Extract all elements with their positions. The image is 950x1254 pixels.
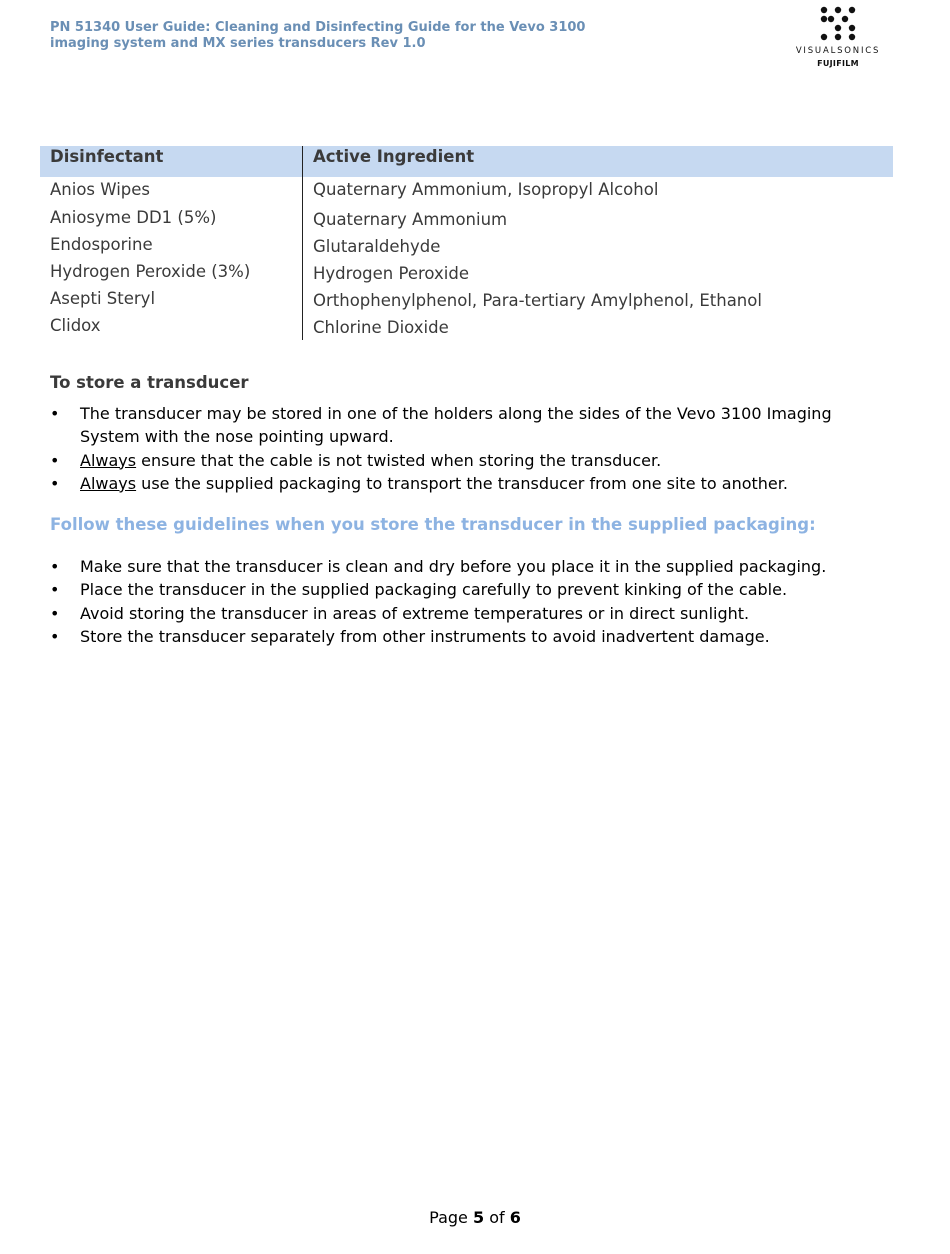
list-item — [50, 578, 880, 601]
list-item-text: ensure that the cable is not twisted when storing the transducer. — [136, 450, 662, 470]
list-item-emphasis: Always — [80, 450, 137, 470]
visualsonics-logo — [788, 6, 888, 72]
list-item — [50, 402, 880, 449]
list-item-emphasis: Always — [80, 473, 137, 493]
ingredient-cell: Quaternary Ammonium, Isopropyl Alcohol — [313, 180, 659, 199]
table-row — [40, 205, 893, 232]
disinfectant-cell: Hydrogen Peroxide (3%) — [40, 259, 303, 286]
current-page-number: 5 — [472, 1208, 485, 1227]
bullet-icon: • — [50, 473, 60, 493]
table-row — [40, 313, 893, 340]
ingredient-cell: Orthophenylphenol, Para-tertiary Amylphenol, Ethanol — [313, 291, 762, 310]
disinfectant-cell: Aniosyme DD1 (5%) — [40, 205, 303, 232]
list-item — [50, 472, 880, 495]
disinfectant-cell: Anios Wipes — [40, 177, 303, 205]
store-transducer-heading: To store a transducer — [50, 373, 249, 392]
bullet-icon: • — [50, 557, 60, 576]
header-title-line-1: PN 51340 User Guide: Cleaning and Disinfecting Guide for the Vevo 3100 — [50, 20, 586, 35]
list-item-text: use the supplied packaging to transport the transducer from one site to another. — [136, 473, 788, 493]
disinfectant-table — [40, 146, 893, 340]
list-item — [50, 555, 880, 578]
list-item-text: Avoid storing the transducer in areas of extreme temperatures or in direct sunlight. — [80, 603, 750, 623]
total-pages-number: 6 — [509, 1208, 521, 1227]
bullet-icon: • — [50, 580, 60, 600]
bullet-icon: • — [50, 450, 60, 470]
list-item-text: Store the transducer separately from other instruments to avoid inadvertent damage. — [80, 626, 770, 646]
packaging-guidelines-heading: Follow these guidelines when you store the transducer in the supplied packaging: — [50, 515, 816, 534]
ingredient-cell: Hydrogen Peroxide — [313, 264, 469, 283]
column-header-active-ingredient: Active Ingredient — [303, 146, 894, 177]
list-item-text: Place the transducer in the supplied packaging carefully to prevent kinking of the cable. — [80, 580, 788, 600]
bullet-icon: • — [50, 626, 60, 646]
bullet-icon: • — [50, 404, 60, 423]
ingredient-cell: Glutaraldehyde — [313, 237, 441, 256]
bullet-icon: • — [50, 603, 60, 623]
list-item-text: Make sure that the transducer is clean and dry before you place it in the supplied packaging. — [80, 557, 827, 576]
table-row — [40, 286, 893, 313]
page-footer — [0, 1208, 950, 1227]
column-header-disinfectant: Disinfectant — [40, 146, 303, 177]
list-item — [50, 602, 880, 625]
table-row — [40, 177, 893, 205]
header-title-line-2: imaging system and MX series transducers Rev 1.0 — [50, 36, 426, 51]
disinfectant-cell: Endosporine — [40, 232, 303, 259]
table-row — [40, 259, 893, 286]
logo-brand-text: VISUALSONICS — [795, 46, 881, 56]
list-item-text: The transducer may be stored in one of the holders along the sides of the Vevo 3100 Imaging System with the nose pointing upward. — [80, 404, 832, 447]
store-transducer-list — [50, 402, 880, 495]
list-item — [50, 625, 880, 648]
document-header-title — [50, 20, 650, 52]
disinfectant-cell: Clidox — [40, 313, 303, 340]
of-word: of — [489, 1208, 505, 1227]
page-word: Page — [429, 1208, 468, 1227]
ingredient-cell: Chlorine Dioxide — [313, 318, 449, 337]
list-item — [50, 449, 880, 472]
table-row — [40, 232, 893, 259]
logo-parent-text: FUJIFILM — [817, 59, 859, 68]
ingredient-cell: Quaternary Ammonium — [313, 210, 508, 229]
disinfectant-cell: Asepti Steryl — [40, 286, 303, 313]
logo-dots-icon — [820, 6, 856, 42]
packaging-guidelines-list — [50, 555, 880, 648]
table-header-row — [40, 146, 893, 177]
